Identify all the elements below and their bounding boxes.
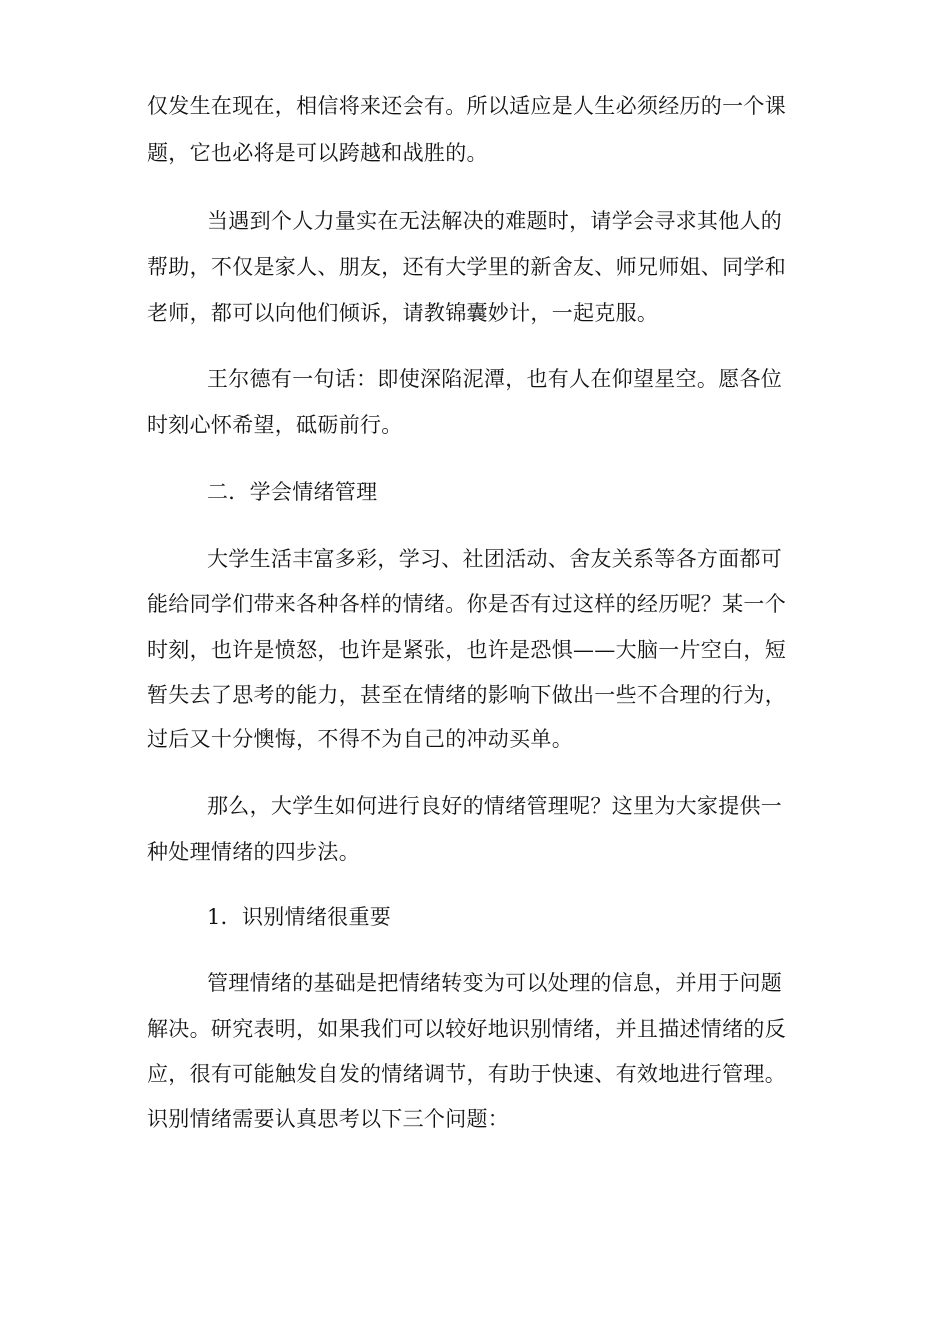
text-line: 帮助，不仅是家人、朋友，还有大学里的新舍友、师兄师姐、同学和 xyxy=(147,255,786,279)
text-line: 时刻，也许是愤怒，也许是紧张，也许是恐惧——大脑一片空白，短 xyxy=(147,638,786,662)
paragraph-first-line: 那么，大学生如何进行良好的情绪管理呢？这里为大家提供一 xyxy=(207,794,783,818)
text-line: 时刻心怀希望，砥砺前行。 xyxy=(147,413,403,437)
text-line: 种处理情绪的四步法。 xyxy=(147,840,360,864)
text-line: 应，很有可能触发自发的情绪调节，有助于快速、有效地进行管理。 xyxy=(147,1062,786,1086)
text-line: 过后又十分懊悔，不得不为自己的冲动买单。 xyxy=(147,727,573,751)
text-line: 题，它也必将是可以跨越和战胜的。 xyxy=(147,141,488,165)
text-line: 识别情绪需要认真思考以下三个问题： xyxy=(147,1107,510,1131)
paragraph-first-line: 王尔德有一句话：即使深陷泥潭，也有人在仰望星空。愿各位 xyxy=(207,367,783,391)
paragraph-first-line: 大学生活丰富多彩，学习、社团活动、舍友关系等各方面都可 xyxy=(207,547,783,571)
text-line: 暂失去了思考的能力，甚至在情绪的影响下做出一些不合理的行为， xyxy=(147,683,786,707)
section-heading: 二．学会情绪管理 xyxy=(207,480,378,504)
text-line: 能给同学们带来各种各样的情绪。你是否有过这样的经历呢？某一个 xyxy=(147,592,786,616)
text-line: 解决。研究表明，如果我们可以较好地识别情绪，并且描述情绪的反 xyxy=(147,1017,786,1041)
paragraph-first-line: 当遇到个人力量实在无法解决的难题时，请学会寻求其他人的 xyxy=(207,209,783,233)
text-line: 仅发生在现在，相信将来还会有。所以适应是人生必须经历的一个课 xyxy=(147,94,786,118)
subsection-heading: 1．识别情绪很重要 xyxy=(207,905,392,929)
paragraph-first-line: 管理情绪的基础是把情绪转变为可以处理的信息，并用于问题 xyxy=(207,971,783,995)
text-line: 老师，都可以向他们倾诉，请教锦囊妙计，一起克服。 xyxy=(147,301,659,325)
